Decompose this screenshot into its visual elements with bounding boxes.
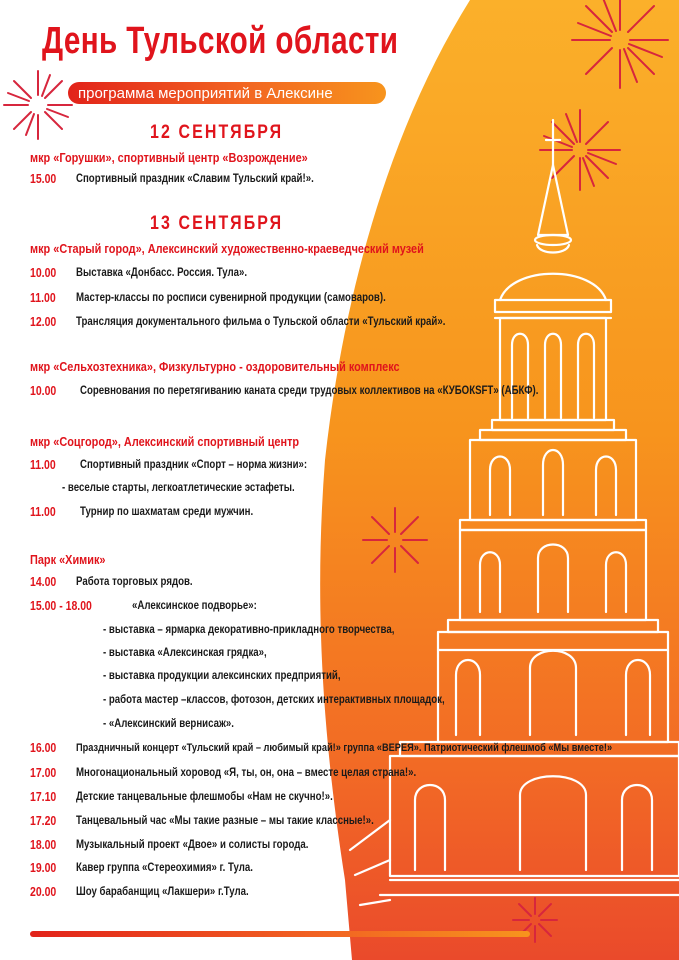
event-time: 20.00 (30, 885, 57, 899)
event-time: 17.20 (30, 814, 57, 828)
event-text: Спортивный праздник «Славим Тульский край!». (76, 173, 314, 185)
venue-heading: мкр «Соцгород», Алексинский спортивный центр (30, 434, 300, 449)
event-text: Спортивный праздник «Спорт – норма жизни»: (80, 459, 308, 471)
event-time: 15.00 (30, 172, 57, 186)
event-time: 10.00 (30, 384, 57, 398)
event-text: Праздничный концерт «Тульский край – любимый край!» группа «ВЕРЕЯ». Патриотический флешмоб «Мы вместе!» (76, 742, 613, 754)
event-time: 11.00 (30, 291, 56, 305)
event-text: Мастер-классы по росписи сувенирной продукции (самоваров). (76, 292, 386, 304)
event-text: Соревнования по перетягиванию каната среди трудовых коллективов на «КУБОКSFT» (АБКФ). (80, 385, 539, 397)
event-time: 11.00 (30, 505, 56, 519)
event-text: Выставка «Донбасс. Россия. Тула». (76, 267, 248, 279)
venue-heading: мкр «Старый город», Алексинский художественно-краеведческий музей (30, 241, 424, 256)
event-time: 17.00 (30, 766, 57, 780)
event-time: 12.00 (30, 315, 57, 329)
subtitle-banner (68, 82, 386, 104)
page-title: День Тульской области (42, 20, 399, 62)
event-subitem: - выставка продукции алексинских предприятий, (103, 670, 341, 682)
date-heading-day2: 13 СЕНТЯБРЯ (150, 213, 284, 234)
event-text: Шоу барабанщиц «Лакшери» г.Тула. (76, 886, 249, 898)
event-text: Турнир по шахматам среди мужчин. (80, 506, 254, 518)
event-time: 15.00 - 18.00 (30, 599, 92, 613)
event-time: 14.00 (30, 575, 57, 589)
venue-heading: мкр «Сельхозтехника», Физкультурно - оздоровительный комплекс (30, 359, 400, 374)
event-text: Работа торговых рядов. (76, 576, 193, 588)
event-time: 19.00 (30, 861, 57, 875)
event-text: «Алексинское подворье»: (132, 600, 257, 612)
event-text: Кавер группа «Стереохимия» г. Тула. (76, 862, 253, 874)
event-text: Трансляция документального фильма о Тульской области «Тульский край». (76, 316, 446, 328)
event-time: 16.00 (30, 741, 57, 755)
event-time: 10.00 (30, 266, 57, 280)
event-text: Многонациональный хоровод «Я, ты, он, она – вместе целая страна!». (76, 767, 417, 779)
event-subitem: - работа мастер –классов, фотозон, детских интерактивных площадок, (103, 694, 445, 706)
footer-bar (30, 931, 530, 937)
event-text: Детские танцевальные флешмобы «Нам не скучно!». (76, 791, 333, 803)
event-subitem: - выставка «Алексинская грядка», (103, 647, 267, 659)
event-text: Музыкальный проект «Двое» и солисты города. (76, 839, 309, 851)
event-time: 11.00 (30, 458, 56, 472)
event-time: 17.10 (30, 790, 57, 804)
event-time: 18.00 (30, 838, 57, 852)
venue-heading: Парк «Химик» (30, 552, 106, 567)
event-subitem: - выставка – ярмарка декоративно-прикладного творчества, (103, 624, 395, 636)
subtitle-text: программа мероприятий в Алексине (78, 85, 333, 102)
venue-heading: мкр «Горушки», спортивный центр «Возрождение» (30, 150, 308, 165)
event-text: Танцевальный час «Мы такие разные – мы такие классные!». (76, 815, 374, 827)
date-heading-day1: 12 СЕНТЯБРЯ (150, 122, 284, 143)
event-subitem: - веселые старты, легкоатлетические эстафеты. (62, 482, 295, 494)
event-subitem: - «Алексинский вернисаж». (103, 718, 234, 730)
